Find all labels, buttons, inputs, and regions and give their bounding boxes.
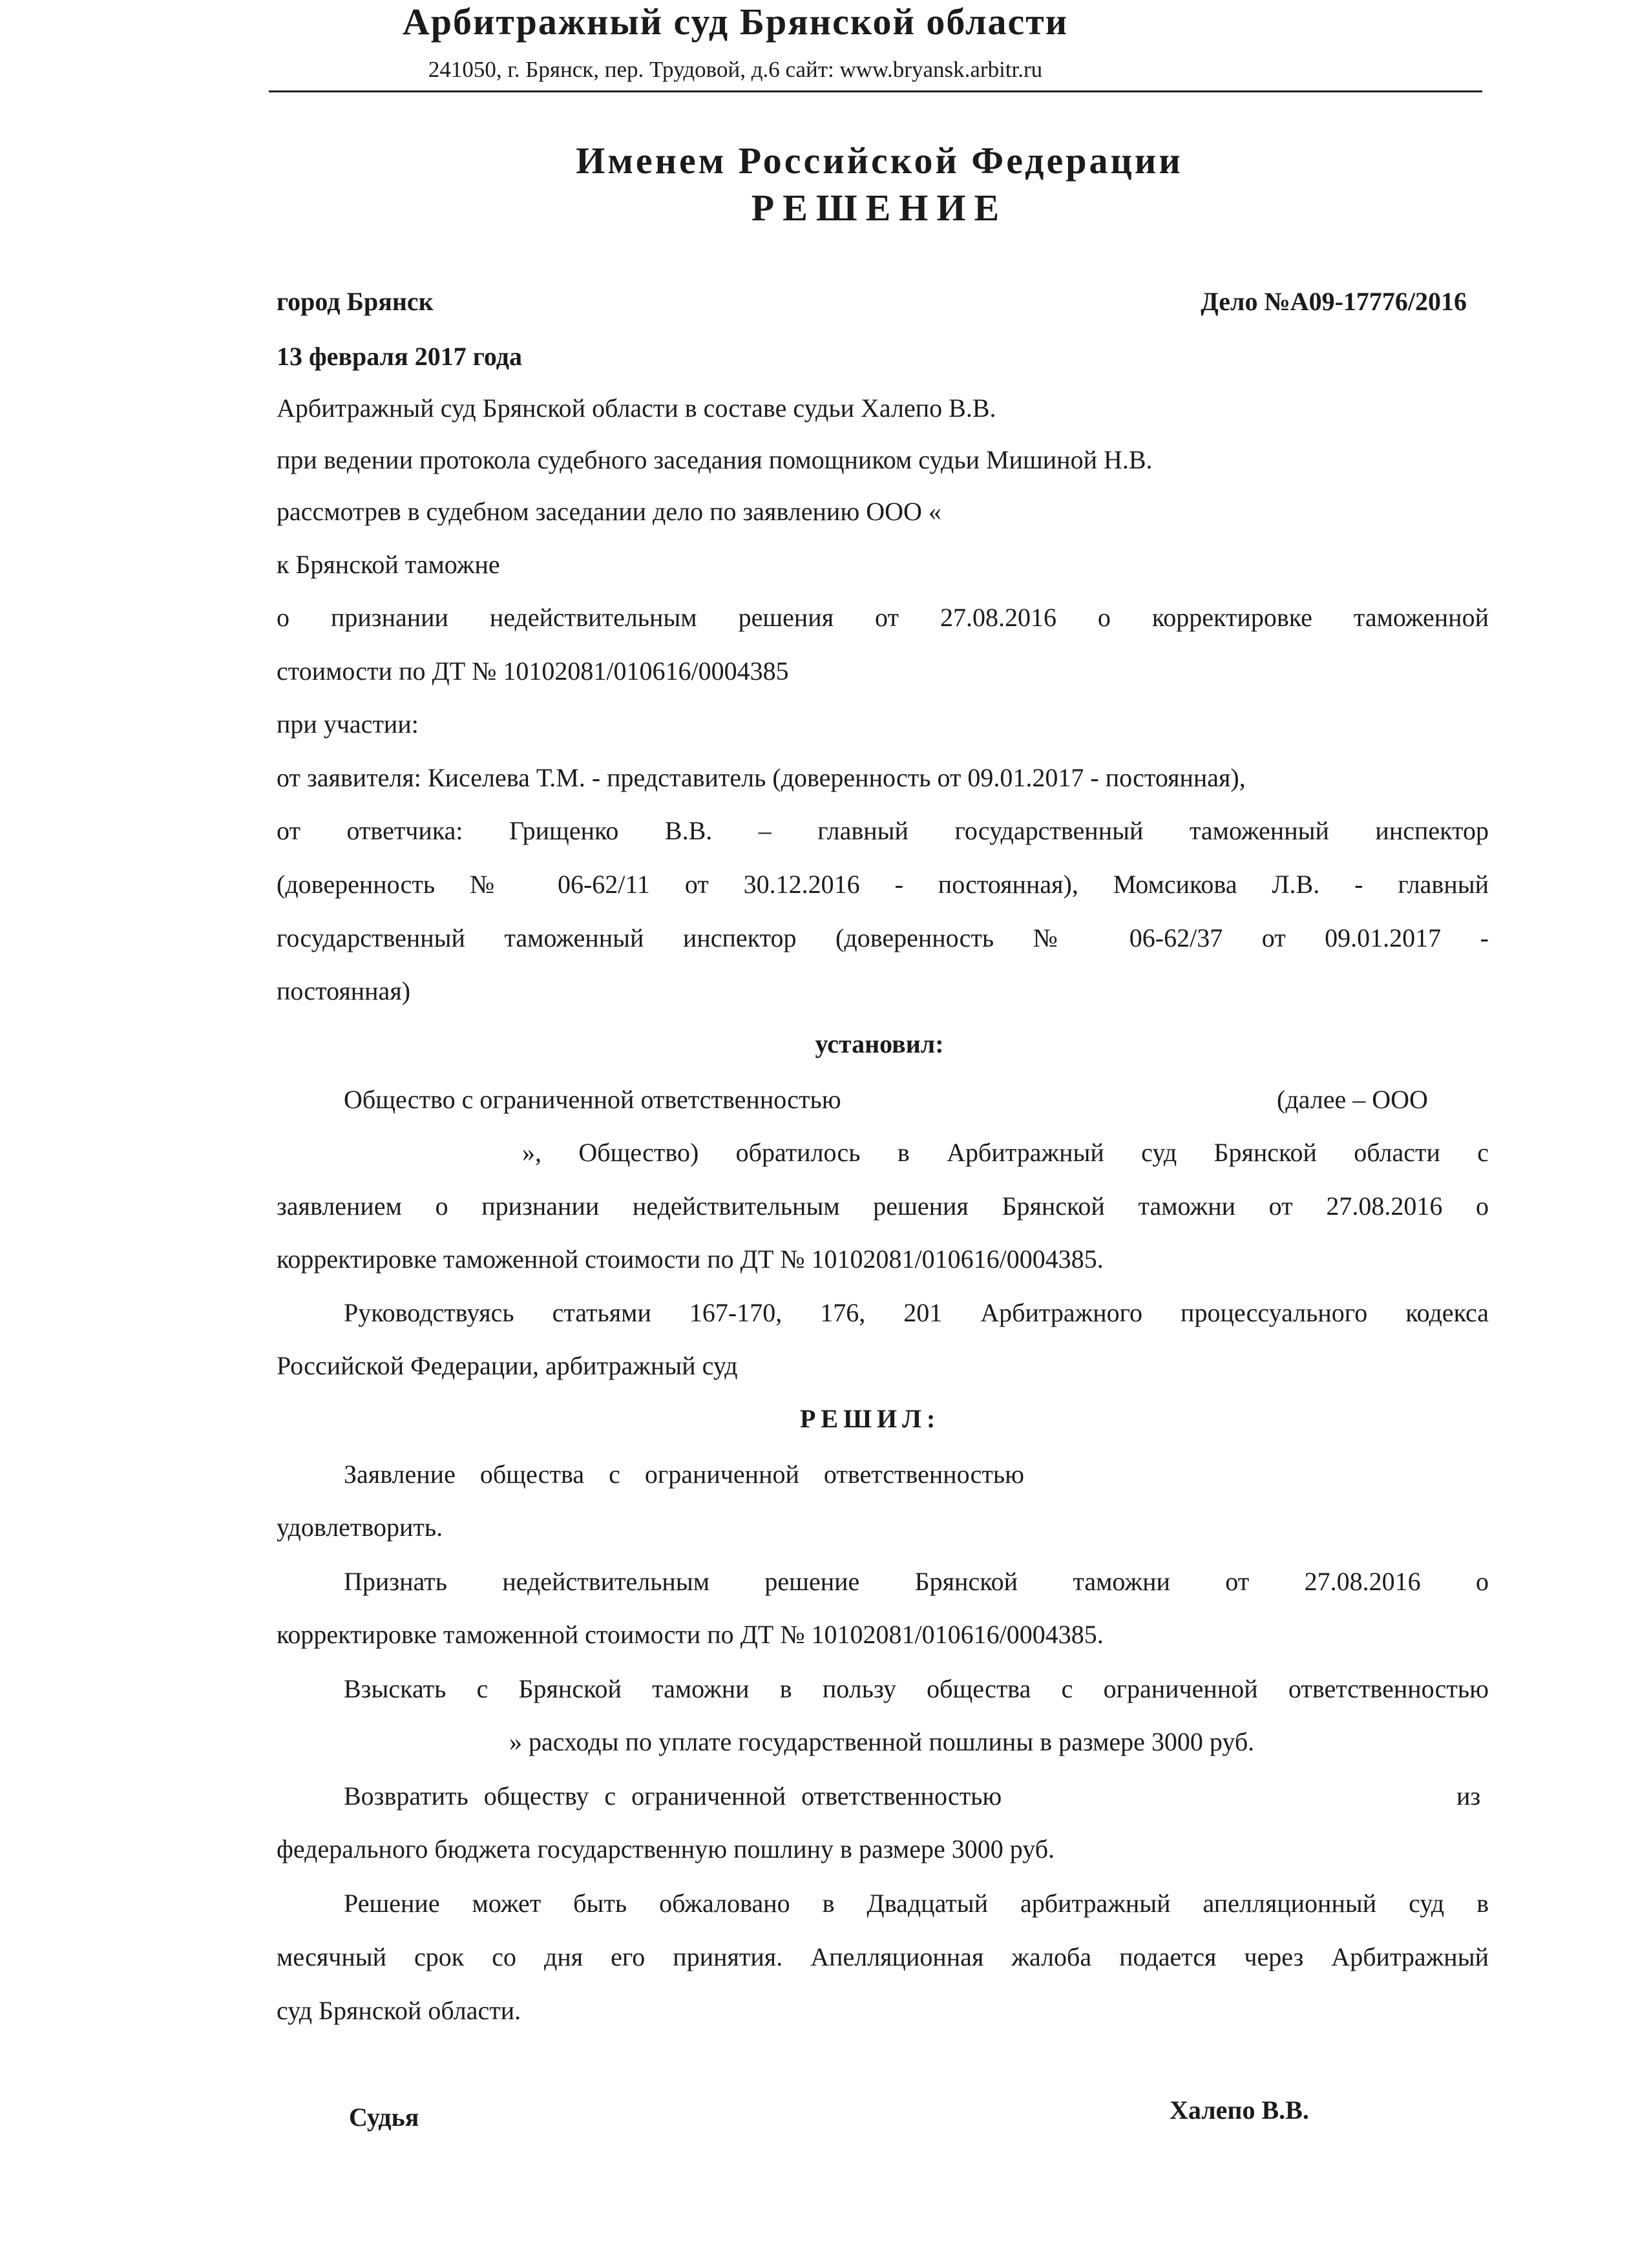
protocol-keeper: при ведении протокола судебного заседания помощником судьи Мишиной Н.В.: [277, 445, 1153, 474]
established-paragraph: (далее – ООО: [1277, 1085, 1428, 1114]
established-paragraph: », Общество) обратилось в Арбитражный суд Брянской области с: [522, 1138, 1489, 1167]
decision-item: » расходы по уплате государственной пошлины в размере 3000 руб.: [509, 1727, 1255, 1756]
decision-item: удовлетворить.: [277, 1513, 443, 1542]
case-subject-line: о признании недействительным решения от 27.08.2016 о корректировке таможенной: [277, 603, 1489, 632]
document-title: РЕШЕНИЕ: [751, 187, 1008, 229]
header-divider: [269, 90, 1482, 92]
appeal-notice: Решение может быть обжаловано в Двадцатый арбитражный апелляционный суд в: [344, 1889, 1489, 1918]
case-subject-line: стоимости по ДТ № 10102081/010616/0004385: [277, 656, 789, 686]
court-address: 241050, г. Брянск, пер. Трудовой, д.6 сайт: www.bryansk.arbitr.ru: [428, 57, 1043, 82]
decision-item: Заявление общества с ограниченной ответственностью: [344, 1460, 1025, 1489]
decision-item: из: [1456, 1781, 1481, 1811]
case-number: Дело №А09-17776/2016: [1201, 287, 1467, 316]
case-considered: рассмотрев в судебном заседании дело по заявлению ООО «: [277, 497, 941, 526]
appeal-notice: месячный срок со дня его принятия. Апелляционная жалоба подается через Арбитражный: [277, 1942, 1489, 1971]
decision-item: Возвратить обществу с ограниченной ответственностью: [344, 1781, 1002, 1811]
decision-item: корректировке таможенной стоимости по ДТ № 10102081/010616/0004385.: [277, 1620, 1104, 1649]
established-paragraph: Российской Федерации, арбитражный суд: [277, 1351, 738, 1380]
respondent-representative-line: государственный таможенный инспектор (доверенность № 06-62/37 от 09.01.2017 -: [277, 923, 1489, 952]
respondent-representative-line: от ответчика: Грищенко В.В. – главный государственный таможенный инспектор: [277, 816, 1489, 845]
decided-heading: РЕШИЛ:: [800, 1404, 941, 1433]
respondent-party: к Брянской таможне: [277, 550, 500, 579]
established-paragraph: корректировке таможенной стоимости по ДТ № 10102081/010616/0004385.: [277, 1244, 1104, 1274]
established-paragraph: Руководствуясь статьями 167-170, 176, 201 Арбитражного процессуального кодекса: [344, 1298, 1489, 1327]
court-composition: Арбитражный суд Брянской области в составе судьи Халепо В.В.: [277, 394, 996, 423]
judge-name: Халепо В.В.: [1170, 2095, 1309, 2125]
applicant-representative: от заявителя: Киселева Т.М. - представитель (доверенность от 09.01.2017 - постоянная),: [277, 763, 1246, 792]
city: город Брянск: [277, 287, 434, 316]
respondent-representative-line: (доверенность № 06-62/11 от 30.12.2016 - постоянная), Момсикова Л.В. - главный: [277, 870, 1489, 899]
respondent-representative-line: постоянная): [277, 976, 411, 1005]
appeal-notice: суд Брянской области.: [277, 1996, 521, 2025]
decision-item: федерального бюджета государственную пошлину в размере 3000 руб.: [277, 1834, 1055, 1864]
decision-item: Признать недействительным решение Брянской таможни от 27.08.2016 о: [344, 1567, 1489, 1596]
established-heading: установил:: [815, 1029, 944, 1058]
document-heading: Именем Российской Федерации: [576, 140, 1183, 182]
judge-role: Судья: [349, 2103, 419, 2132]
decision-item: Взыскать с Брянской таможни в пользу общества с ограниченной ответственностью: [344, 1674, 1489, 1703]
established-paragraph: заявлением о признании недействительным решения Брянской таможни от 27.08.2016 о: [277, 1192, 1489, 1221]
decision-date: 13 февраля 2017 года: [277, 342, 522, 371]
court-name: Арбитражный суд Брянской области: [402, 1, 1069, 43]
established-paragraph: Общество с ограниченной ответственностью: [344, 1085, 841, 1114]
participation-label: при участии:: [277, 709, 419, 739]
